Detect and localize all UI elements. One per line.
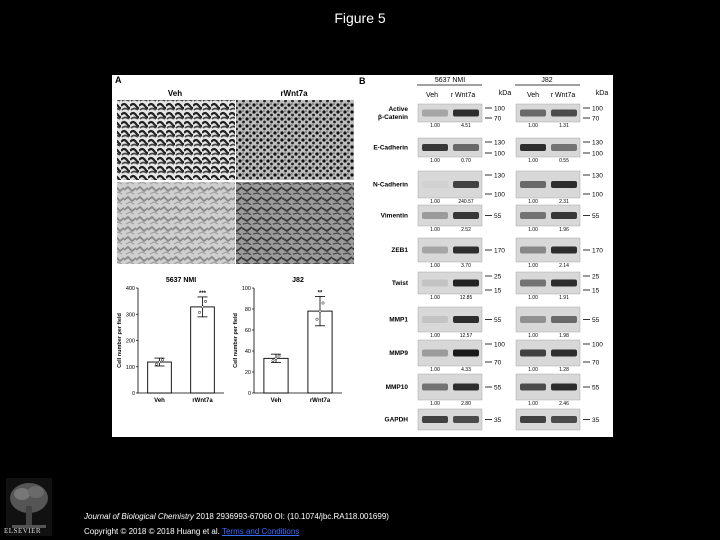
marker-label: 35 — [494, 417, 502, 424]
data-point — [275, 357, 277, 359]
blot-band — [453, 181, 479, 188]
band-quant: 1.00 — [430, 367, 440, 373]
band-quant: 4.51 — [461, 123, 471, 129]
blot-row — [386, 374, 600, 407]
bar-rwnt7a — [191, 307, 215, 393]
blot-band — [520, 280, 546, 287]
blot-band — [453, 316, 479, 323]
x-tick-label: Veh — [270, 398, 282, 404]
y-tick-label: 100 — [241, 286, 251, 292]
micrograph-5637-veh — [117, 100, 235, 180]
data-point — [322, 302, 324, 304]
blot-band — [453, 350, 479, 357]
blot-band — [422, 247, 448, 254]
blot-band — [551, 350, 577, 357]
blot-row — [392, 272, 600, 301]
blot-band — [551, 247, 577, 254]
y-tick-label: 0 — [131, 391, 135, 397]
marker-label: 55 — [494, 384, 502, 392]
blot-band — [453, 416, 479, 423]
data-point — [158, 361, 160, 363]
band-quant: 1.00 — [528, 158, 538, 164]
blot-band — [520, 416, 546, 423]
blot-band — [520, 181, 546, 188]
band-quant: 1.00 — [430, 401, 440, 407]
band-quant: 1.98 — [559, 333, 569, 339]
protein-label: Active — [388, 106, 408, 113]
y-tick-label: 0 — [247, 391, 251, 397]
y-tick-label: 20 — [244, 370, 251, 376]
significance-mark: *** — [198, 290, 207, 297]
y-tick-label: 200 — [125, 338, 135, 345]
data-point — [198, 311, 200, 313]
x-tick-label: rWnt7a — [192, 398, 213, 404]
col-header-rwnt7a: rWnt7a — [280, 89, 308, 98]
blot-band — [422, 181, 448, 188]
marker-label: 15 — [592, 287, 600, 295]
protein-label-2: β-Catenin — [378, 114, 408, 121]
marker-label: 100 — [494, 191, 505, 199]
micrograph-j82-rwnt7a — [236, 182, 354, 264]
copyright-text: Copyright © 2018 © 2018 Huang et al. — [84, 527, 222, 536]
panel-b-label: B — [359, 76, 366, 86]
y-tick-label: 400 — [125, 286, 135, 292]
blot-band — [453, 280, 479, 287]
y-tick-label: 300 — [125, 312, 135, 319]
footer-copyright — [84, 527, 299, 536]
lane-label-wnt-1: r Wnt7a — [450, 92, 476, 99]
marker-label: 100 — [494, 150, 505, 158]
band-quant: 4.33 — [461, 367, 471, 373]
x-tick-label: Veh — [154, 398, 165, 404]
band-quant: 2.80 — [461, 401, 471, 407]
blot-band — [520, 144, 546, 151]
chart-title: 5637 NMI — [165, 277, 197, 284]
protein-label: Twist — [391, 280, 408, 287]
data-point — [278, 355, 280, 357]
blot-row — [389, 340, 603, 373]
group-label-5637: 5637 NMI — [434, 77, 466, 84]
marker-label: 70 — [592, 115, 600, 123]
band-quant: 240.57 — [458, 199, 474, 205]
band-quant: 1.00 — [430, 333, 440, 339]
blot-band — [551, 181, 577, 188]
y-axis-label: Cell number per field — [117, 313, 123, 368]
significance-mark: ** — [317, 290, 323, 297]
bar-chart-2 — [233, 277, 342, 404]
band-quant: 1.31 — [559, 123, 569, 129]
band-quant: 2.46 — [559, 401, 569, 407]
blot-band — [551, 144, 577, 151]
band-quant: 3.70 — [461, 263, 471, 269]
blot-band — [422, 316, 448, 323]
lane-label-veh-2: Veh — [526, 92, 540, 99]
data-point — [161, 359, 163, 361]
blot-band — [422, 144, 448, 151]
marker-label: 55 — [494, 213, 502, 220]
marker-label: 55 — [494, 317, 502, 324]
marker-label: 100 — [592, 191, 603, 199]
blot-band — [551, 110, 577, 117]
bar-veh — [264, 358, 288, 393]
data-point — [316, 318, 318, 320]
bar-chart-1 — [117, 277, 224, 404]
micrograph-j82-veh — [117, 182, 235, 264]
blot-band — [453, 144, 479, 151]
y-tick-label: 100 — [125, 364, 135, 371]
y-axis-label: Cell number per field — [233, 313, 239, 368]
blot-band — [520, 212, 546, 219]
panel-a — [115, 75, 354, 404]
band-quant: 1.00 — [528, 367, 538, 373]
blot-row — [373, 171, 603, 205]
band-quant: 12.57 — [459, 333, 473, 339]
footer-citation — [84, 512, 389, 521]
band-quant: 1.96 — [559, 227, 569, 233]
protein-label: E-Cadherin — [373, 144, 408, 152]
blot-band — [520, 110, 546, 117]
lane-label-wnt-2: r Wnt7a — [550, 92, 576, 99]
figure-panel — [112, 75, 613, 437]
marker-label: 70 — [592, 359, 600, 367]
marker-label: 25 — [494, 273, 502, 281]
marker-label: 55 — [592, 317, 600, 324]
marker-label: 70 — [494, 359, 502, 367]
kda-label-1: kDa — [498, 90, 512, 97]
protein-label: MMP9 — [389, 350, 408, 357]
marker-label: 100 — [494, 341, 505, 349]
data-point — [155, 363, 157, 365]
page-title: Figure 5 — [334, 10, 386, 26]
blot-band — [551, 280, 577, 287]
journal-name: Journal of Biological Chemistry — [84, 512, 194, 521]
band-quant: 1.00 — [528, 123, 538, 129]
blot-band — [520, 350, 546, 357]
blot-row — [381, 205, 600, 233]
blot-band — [551, 384, 577, 391]
blot-band — [422, 416, 448, 423]
band-quant: 2.31 — [559, 199, 569, 205]
band-quant: 1.00 — [528, 227, 538, 233]
band-quant: 0.55 — [559, 158, 569, 164]
marker-label: 70 — [494, 115, 502, 123]
band-quant: 1.91 — [559, 295, 569, 301]
blot-band — [422, 110, 448, 117]
marker-label: 35 — [592, 417, 600, 424]
blot-band — [551, 416, 577, 423]
protein-label: Vimentin — [380, 212, 408, 220]
marker-label: 100 — [592, 150, 603, 158]
band-quant: 1.00 — [430, 123, 440, 129]
blot-band — [520, 316, 546, 323]
protein-label: GAPDH — [384, 416, 408, 424]
blot-row — [391, 238, 603, 269]
band-quant: 1.00 — [430, 199, 440, 205]
band-quant: 12.85 — [459, 295, 473, 301]
data-point — [201, 306, 203, 308]
band-quant: 1.00 — [528, 401, 538, 407]
marker-label: 55 — [592, 384, 600, 392]
group-label-j82: J82 — [541, 77, 553, 84]
marker-label: 15 — [494, 287, 502, 295]
lane-label-veh-1: Veh — [425, 92, 439, 99]
marker-label: 100 — [592, 341, 603, 349]
data-point — [319, 310, 321, 312]
band-quant: 2.14 — [559, 263, 569, 269]
blot-band — [520, 384, 546, 391]
marker-label: 100 — [494, 105, 505, 113]
protein-label: N-Cadherin — [372, 181, 408, 189]
band-quant: 1.00 — [528, 333, 538, 339]
band-quant: 0.70 — [461, 158, 471, 164]
marker-label: 130 — [592, 139, 603, 147]
kda-label-2: kDa — [595, 90, 609, 97]
marker-label: 55 — [592, 213, 600, 220]
micrograph-5637-rwnt7a — [236, 100, 354, 180]
blot-row — [378, 104, 603, 129]
blot-band — [453, 110, 479, 117]
elsevier-wordmark: ELSEVIER — [4, 527, 42, 535]
band-quant: 1.00 — [528, 199, 538, 205]
blot-band — [453, 212, 479, 219]
marker-label: 170 — [494, 247, 505, 255]
bar-veh — [148, 362, 172, 393]
blot-band — [453, 247, 479, 254]
marker-label: 130 — [494, 172, 505, 180]
blot-row — [385, 409, 600, 430]
blot-band — [453, 384, 479, 391]
x-tick-label: rWnt7a — [309, 398, 331, 404]
y-tick-label: 40 — [244, 349, 251, 355]
blot-band — [422, 280, 448, 287]
y-tick-label: 60 — [244, 328, 251, 334]
marker-label: 25 — [592, 273, 600, 281]
blot-row — [373, 138, 603, 164]
band-quant: 1.00 — [430, 227, 440, 233]
chart-title: J82 — [292, 277, 304, 284]
band-quant: 1.28 — [559, 367, 569, 373]
blot-band — [422, 212, 448, 219]
band-quant: 2.52 — [461, 227, 471, 233]
data-point — [204, 300, 206, 302]
blot-band — [551, 316, 577, 323]
figure-svg — [112, 75, 613, 437]
protein-label: MMP10 — [385, 384, 408, 391]
band-quant: 1.00 — [430, 158, 440, 164]
blot-band — [551, 212, 577, 219]
protein-label: MMP1 — [389, 316, 408, 324]
band-quant: 1.00 — [528, 295, 538, 301]
marker-label: 130 — [494, 139, 505, 147]
terms-link[interactable]: Terms and Conditions — [221, 527, 300, 536]
data-point — [272, 359, 274, 361]
band-quant: 1.00 — [528, 263, 538, 269]
blot-band — [520, 247, 546, 254]
band-quant: 1.00 — [430, 263, 440, 269]
citation-text: 2018 2936993-67060 OI: (10.1074/jbc.RA118.001699) — [193, 512, 389, 521]
blot-band — [422, 384, 448, 391]
panel-b — [359, 76, 608, 430]
col-header-veh: Veh — [167, 89, 183, 98]
y-tick-label: 80 — [244, 307, 251, 313]
panel-a-label: A — [115, 75, 122, 85]
band-quant: 1.00 — [430, 295, 440, 301]
blot-band — [422, 350, 448, 357]
blot-row — [389, 307, 599, 339]
marker-label: 100 — [592, 105, 603, 113]
marker-label: 130 — [592, 172, 603, 180]
protein-label: ZEB1 — [391, 247, 408, 254]
marker-label: 170 — [592, 247, 603, 255]
